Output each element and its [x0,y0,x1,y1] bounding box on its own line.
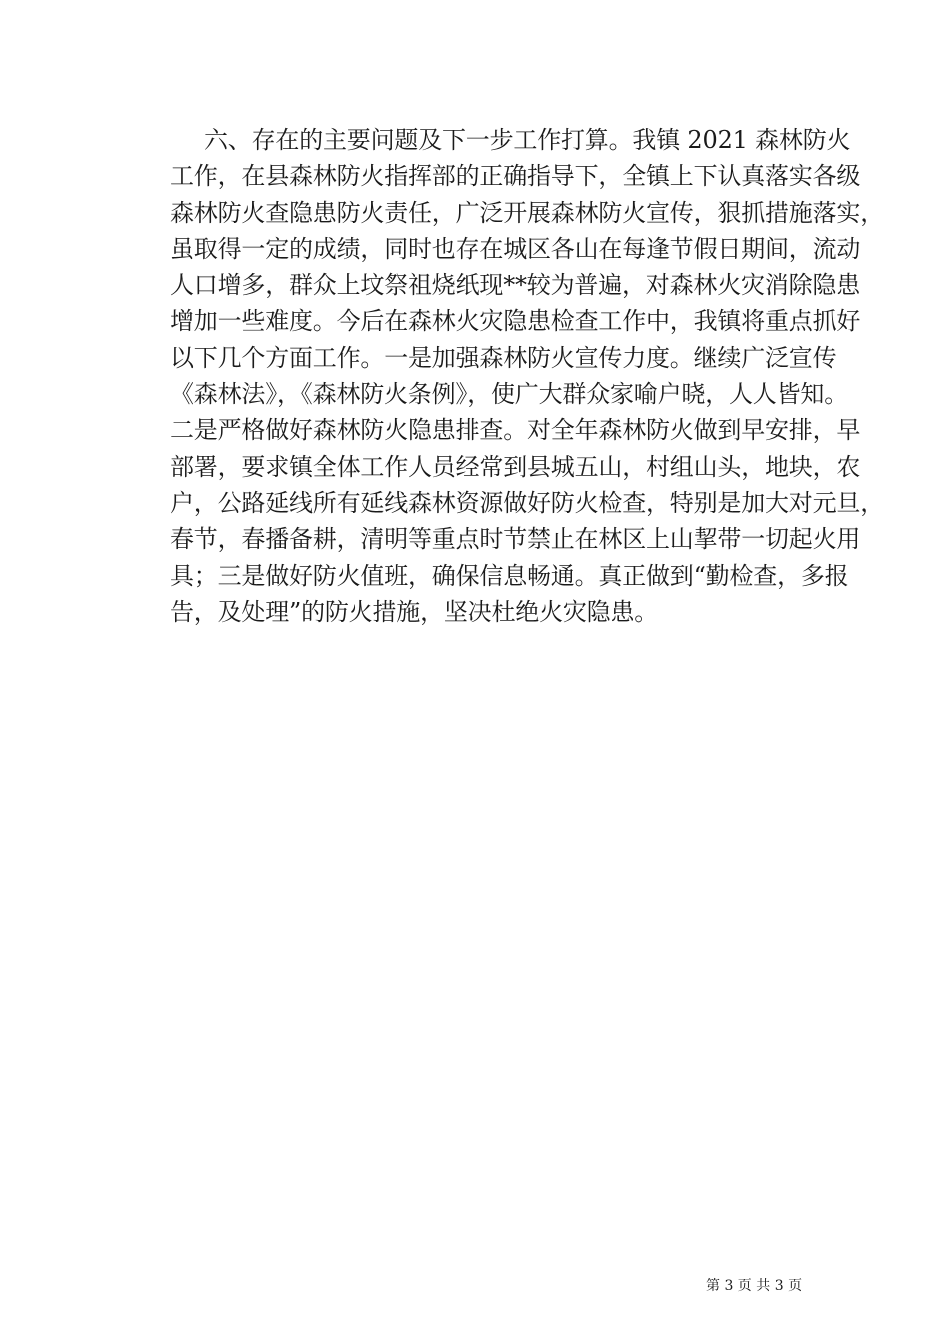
body-paragraph [170,122,884,630]
paragraph-line: 二是严格做好森林防火隐患排查。对全年森林防火做到早安排，早 [170,416,861,445]
paragraph-line: 工作，在县森林防火指挥部的正确指导下，全镇上下认真落实各级 [170,162,861,191]
paragraph-line: 增加一些难度。今后在森林火灾隐患检查工作中，我镇将重点抓好 [170,307,861,336]
paragraph-line: 《森林法》，《森林防火条例》，使广大群众家喻户晓，人人皆知。 [170,380,848,409]
paragraph-line: 告，及处理”的防火措施，坚决杜绝火灾隐患。 [170,597,659,626]
paragraph-line: 部署，要求镇全体工作人员经常到县城五山，村组山头，地块，农 [170,452,861,481]
paragraph-line: 六、存在的主要问题及下一步工作打算。我镇 2021 森林防火 [204,126,851,154]
paragraph-line: 虽取得一定的成绩，同时也存在城区各山在每逢节假日期间，流动 [170,234,861,263]
paragraph-line: 以下几个方面工作。一是加强森林防火宣传力度。继续广泛宣传 [170,343,837,372]
paragraph-line: 森林防火查隐患防火责任，广泛开展森林防火宣传，狠抓措施落实， [170,198,884,227]
paragraph-line: 户，公路延线所有延线森林资源做好防火检查，特别是加大对元旦， [170,488,884,517]
page-number-footer: 第 3 页 共 3 页 [706,1278,803,1294]
paragraph-line: 春节，春播备耕，清明等重点时节禁止在林区上山挈带一切起火用 [170,525,861,554]
paragraph-line: 人口增多，群众上坟祭祖烧纸现**较为普遍，对森林火灾消除隐患 [170,271,860,300]
paragraph-line: 具；三是做好防火值班，确保信息畅通。真正做到“勤检查，多报 [170,561,849,590]
